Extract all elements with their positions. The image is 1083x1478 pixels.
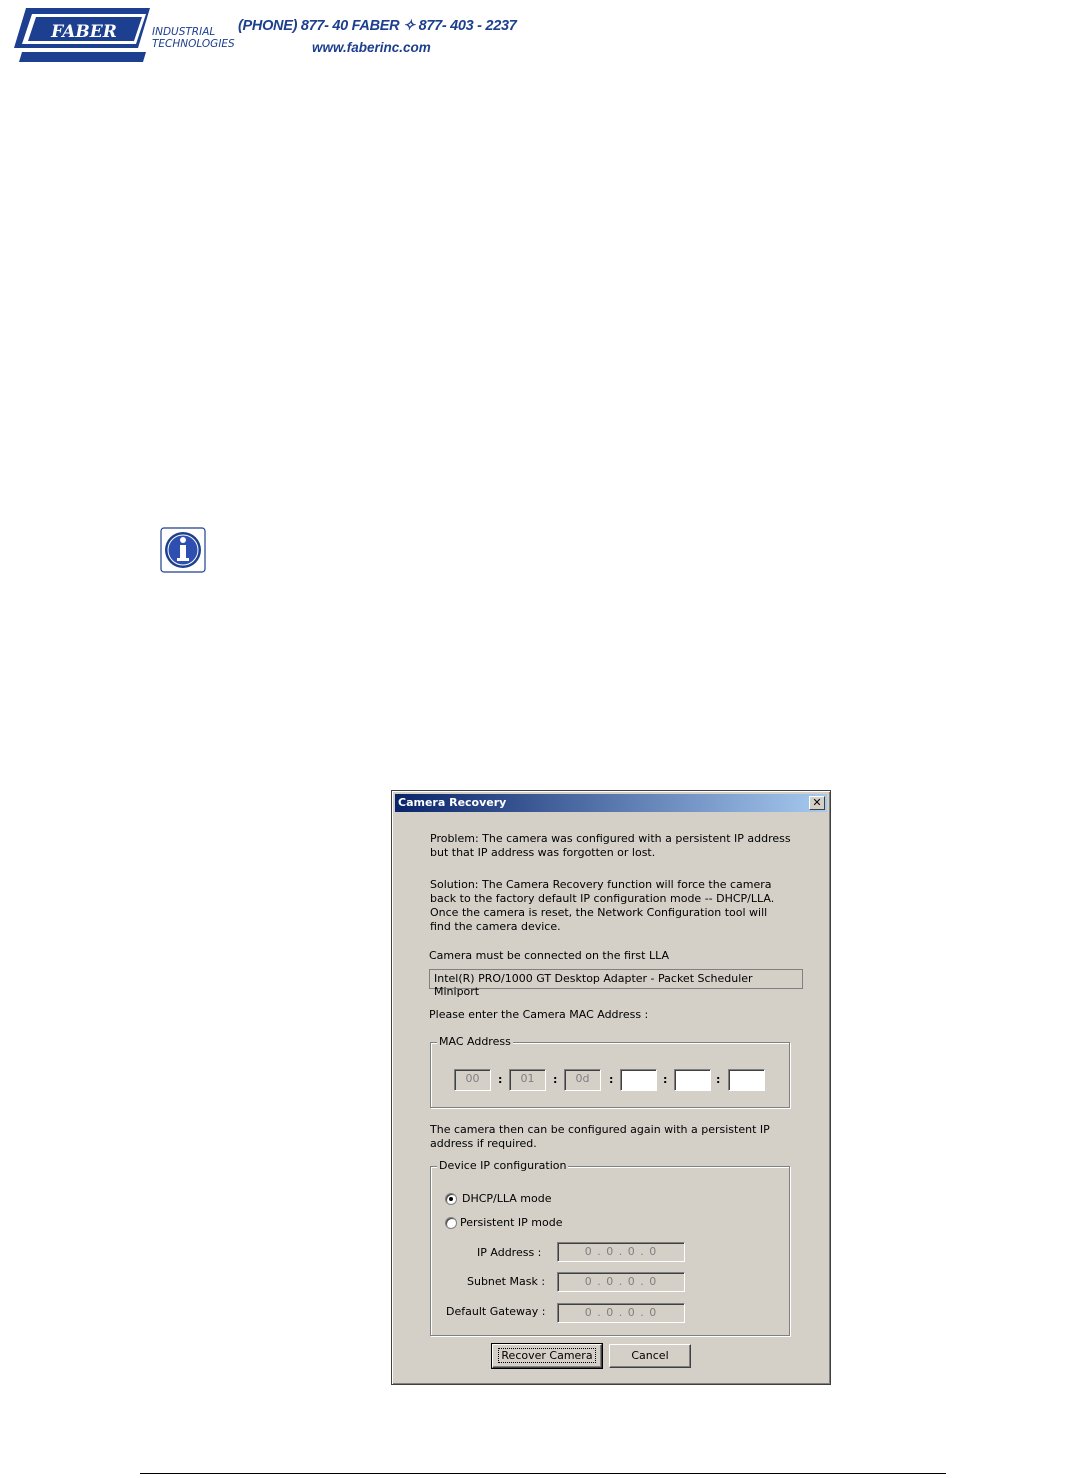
website-url: www.faberinc.com [312,40,431,55]
default-gateway-field[interactable]: 0 . 0 . 0 . 0 [557,1303,685,1323]
mac-group-label: MAC Address [439,1035,511,1048]
problem-line-1: Problem: The camera was configured with a persistent IP address [430,832,791,845]
persistent-radio[interactable] [445,1217,457,1229]
cancel-button[interactable]: Cancel [609,1344,691,1368]
logo-text: FABER [51,22,117,42]
close-icon: ✕ [812,796,822,809]
mac-octet-5[interactable] [674,1069,711,1091]
mac-octet-6[interactable] [728,1069,765,1091]
mac-separator: : [553,1073,558,1086]
problem-line-2: but that IP address was forgotten or lost. [430,846,656,859]
dhcp-label[interactable]: DHCP/LLA mode [462,1192,552,1205]
device-ip-group [430,1159,790,1336]
mac-separator: : [498,1073,503,1086]
solution-line-1: Solution: The Camera Recovery function will force the camera [430,878,772,891]
company-line-2: TECHNOLOGIES [152,38,235,50]
recover-camera-label: Recover Camera [498,1348,595,1363]
reconfig-line-2: address if required. [430,1137,537,1150]
ip-group-label: Device IP configuration [439,1159,567,1172]
mac-separator: : [663,1073,668,1086]
info-icon [160,527,206,573]
company-name [152,26,235,50]
dialog-title: Camera Recovery [398,796,507,809]
solution-line-3: Once the camera is reset, the Network Configuration tool will [430,906,768,919]
mac-prompt: Please enter the Camera MAC Address : [429,1008,649,1021]
recover-camera-button[interactable] [492,1344,602,1368]
persistent-label[interactable]: Persistent IP mode [460,1216,563,1229]
mac-octet-4[interactable] [620,1069,657,1091]
ip-address-field[interactable]: 0 . 0 . 0 . 0 [557,1242,685,1262]
mac-separator: : [609,1073,614,1086]
solution-line-4: find the camera device. [430,920,561,933]
close-button[interactable] [809,796,825,810]
dhcp-radio[interactable] [445,1193,457,1205]
title-bar[interactable] [395,794,827,812]
camera-recovery-dialog [391,790,831,1385]
mac-separator: : [716,1073,721,1086]
ip-address-label: IP Address : [477,1246,542,1259]
mac-address-group [430,1035,790,1108]
mac-octet-2[interactable]: 01 [509,1069,546,1091]
solution-line-2: back to the factory default IP configuration mode -- DHCP/LLA. [430,892,775,905]
default-gateway-label: Default Gateway : [446,1305,546,1318]
phone-number: (PHONE) 877- 40 FABER ✧ 877- 403 - 2237 [238,18,517,34]
mac-octet-3[interactable]: 0d [564,1069,601,1091]
mac-octet-1[interactable]: 00 [454,1069,491,1091]
subnet-mask-field[interactable]: 0 . 0 . 0 . 0 [557,1272,685,1292]
footer-divider [140,1473,946,1474]
connected-label: Camera must be connected on the first LLA [429,949,670,962]
reconfig-line-1: The camera then can be configured again with a persistent IP [430,1123,770,1136]
faber-logo [12,6,152,64]
subnet-mask-label: Subnet Mask : [467,1275,546,1288]
company-line-1: INDUSTRIAL [152,26,216,38]
adapter-field[interactable]: Intel(R) PRO/1000 GT Desktop Adapter - Packet Scheduler Miniport [429,969,803,989]
